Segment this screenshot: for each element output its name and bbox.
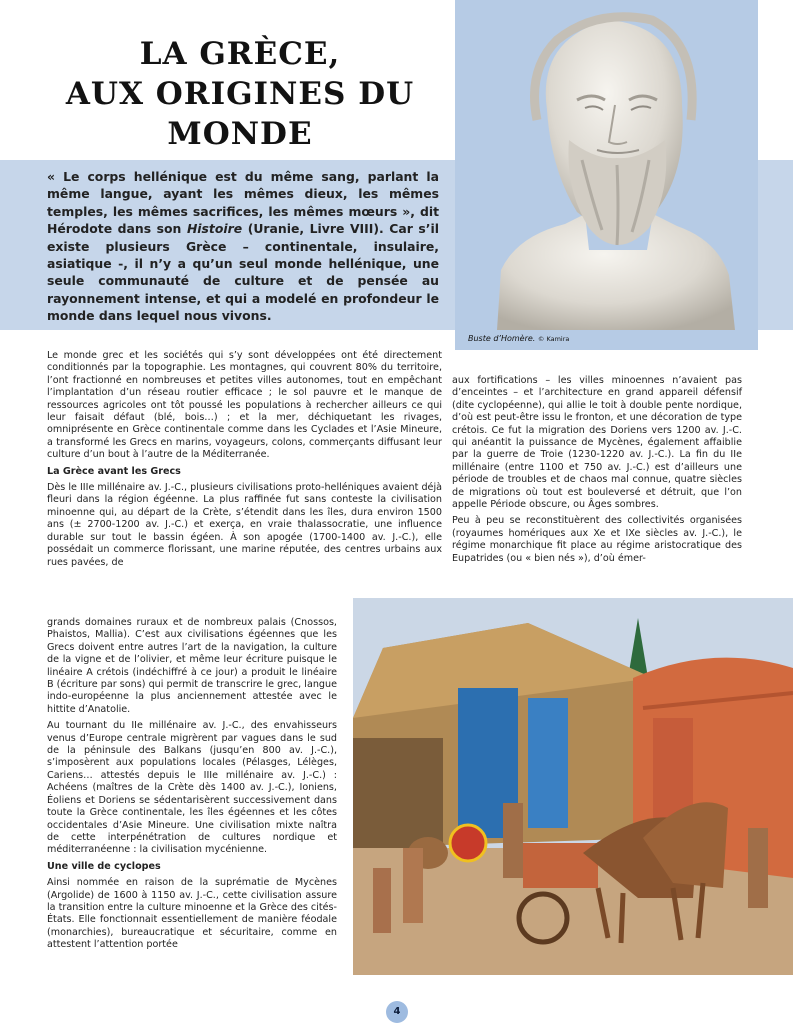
homer-bust-photo [477, 0, 742, 330]
page-title [40, 34, 440, 154]
image-caption [468, 334, 569, 343]
column-1-top [47, 350, 442, 573]
column-2 [452, 375, 742, 569]
collectivities-paragraph: Peu à peu se reconstituèrent des collectivités organisées (royaumes homériques aux Xe et IXe siècles av. J.-C.), le régime monarchique fit place au régime aristocratique des Eupatrides (ou « bien nés »), d’où émer- [452, 515, 742, 564]
intro-paragraph: Le monde grec et les sociétés qui s’y sont développées ont été directement conditionnés par la topographie. Les montagnes, qui couvrent 80% du territoire, l’ont fractionné en nombreuses et petites villes autonomes, tout en empêchant l’implantation d’un réseau routier efficace ; le sol pauvre et le manque de ressources agricoles ont tôt poussé les populations à rechercher ailleurs ce qui leur faisait défaut (blé, bois…) ; et la mer, déchiquetant les rivages, omniprésente en Grèce continentale comme dans les Cyclades et l’Asie Mineure, a transformé les Grecs en marins, voyageurs, colons, commerçants diffusant leur culture d’un bout à l’autre de la Méditerranée. [47, 350, 442, 461]
mycenae-paragraph: Ainsi nommée en raison de la suprématie de Mycènes (Argolide) de 1600 à 1150 av. J.-C., cette civilisation assure la transition entre la culture minoenne et la Grèce des cités-États. Elle fonctionnait essentiellement de manière féodale (monarchies), bureaucratique et sécuritaire, comme en attestent l’attention portée [47, 877, 337, 951]
lead-text-start: « Le corps hellénique est du même sang, parlant la même langue, ayant les mêmes dieux, les mêmes temples, les mêmes sacrifices, les mêmes mœurs », dit Hérodote dans son [47, 169, 439, 237]
minoan-paragraph-top: Dès le IIIe millénaire av. J.-C., plusieurs civilisations proto-helléniques avaient déjà fleuri dans la région égéenne. La plus raffinée fut sans conteste la civilisation minoenne qui, au départ de la Crète, s’étendit dans les îles, dura environ 1500 ans (± 2700-1200 av. J.-C.) et exerça, en vraie thalassocratie, une influence durable sur tout le bassin égéen. À son apogée (1700-1400 av. J.-C.), elle possédait un commerce florissant, une marine réputée, des centres urbains aux rues pavées, de [47, 482, 442, 568]
page-number: 4 [386, 1001, 408, 1023]
caption-credit: © Kamira [537, 335, 570, 343]
lead-band-edge [758, 160, 793, 330]
section-heading-greece-before-greeks: La Grèce avant les Grecs [47, 465, 181, 477]
invasions-paragraph: Au tournant du IIe millénaire av. J.-C., des envahisseurs venus d’Europe centrale migrèrent par vagues dans le sud de la péninsule des Balkans (jusqu’en 800 av. J.-C.), s’imposèrent aux populations locales (Pélasges, Lélèges, Cariens… attestés depuis le IIIe millénaire av. J.-C.) : Achéens (maîtres de la Crète dès 1400 av. J.-C.), Ioniens, Éoliens et Doriens se sédentarisèrent successivement dans toute la Grèce continentale, les îles égéennes et les côtes occidentales d’Asie Mineure. Une civilisation mixte naîtra de cette interpénétration de cultures nordique et méditerranéenne : la civilisation mycénienne. [47, 720, 337, 856]
lead-paragraph [47, 168, 439, 325]
lead-text-end: (Uranie, Livre VIII). Car s’il existe plusieurs Grèce – continentale, insulaire, asiatique -, il n’y a qu’un seul monde hellénique, une seule communauté de culture et de pensée au rayonnement intense, et qui a modelé en profondeur le monde dans lequel nous vivons. [47, 221, 439, 324]
title-line-2: AUX ORIGINES DU [65, 76, 415, 112]
section-heading-cyclopes: Une ville de cyclopes [47, 860, 161, 872]
chariot-illustration [353, 598, 793, 975]
fortifications-paragraph: aux fortifications – les villes minoennes n’avaient pas d’enceintes – et l’architecture en grand appareil défensif (dite cyclopéenne), qui allie le toit à double pente nordique, d’où est peut-être issu le fronton, et une décoration de type crétois. Ce fut la migration des Doriens vers 1200 av. J.-C. qui anéantit la puissance de Mycènes, également affaiblie par la guerre de Troie (1230-1220 av. J.-C.). La fin du IIe millénaire (entre 1100 et 750 av. J.-C.) est d’ailleurs une période de troubles et de chaos mal connue, quatre siècles de migrations où tout est bouleversé et détruit, que l’on appelle Période obscure, ou Âges sombres. [452, 375, 742, 511]
minoan-paragraph-bottom: grands domaines ruraux et de nombreux palais (Cnossos, Phaistos, Mallia). C’est aux civilisations égéennes que les Grecs doivent entre autres l’art de la navigation, la culture de la vigne et de l’olivier, et même leur écriture puisque le linéaire A crétois (indéchiffré à ce jour) a produit le linéaire B (écriture par sons) qui permit de transcrire le grec, langue indo-européenne la plus anciennement attestée avec le hittite d’Anatolie. [47, 617, 337, 715]
title-line-3: MONDE [167, 116, 313, 152]
lead-book-title: Histoire [186, 221, 243, 237]
title-line-1: LA GRÈCE, [139, 36, 341, 72]
column-1-bottom [47, 617, 337, 956]
caption-text: Buste d’Homère. [468, 334, 536, 343]
